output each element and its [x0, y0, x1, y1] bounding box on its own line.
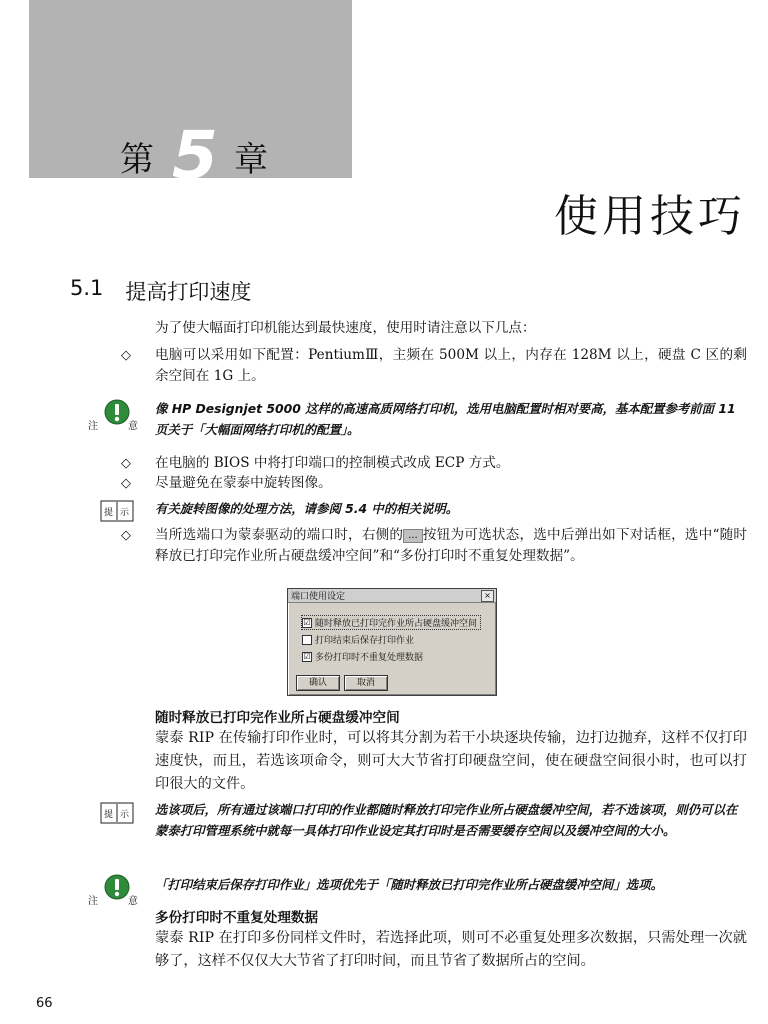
option-save-after-print[interactable]: 打印结束后保存打印作业	[302, 633, 414, 646]
close-icon[interactable]: ×	[481, 590, 494, 602]
svg-text:示: 示	[120, 810, 130, 820]
option-release-buffer[interactable]: ☑ 随时释放已打印完作业所占硬盘缓冲空间	[302, 616, 480, 629]
tip-text: 选该项后，所有通过该端口打印的作业都随时释放打印完作业所占硬盘缓冲空间，若不选该项，则仍可以在蒙泰打印管理系统中就每一具体打印作业设定其打印时是否需要缓存空间以及缓冲空间的大小。	[155, 802, 738, 838]
diamond-bullet-icon: ◇	[121, 348, 131, 363]
svg-text:示: 示	[120, 508, 130, 518]
svg-text:注: 注	[88, 896, 98, 907]
note-text: 像 HP Designjet 5000 这样的高速高质网络打印机，选用电脑配置时相对要高，基本配置参考前面 11 页关于「大幅面网络打印机的配置」。	[155, 401, 736, 437]
dialog-title: 端口使用设定	[291, 592, 346, 602]
list-item: ◇ 电脑可以采用如下配置：PentiumⅢ，主频在 500M 以上，内存在 128M 以上，硬盘 C 区的剩余空间在 1G 上。	[121, 345, 747, 387]
subheading-release-buffer: 随时释放已打印完作业所占硬盘缓冲空间	[155, 710, 400, 726]
section-number: 5.1	[70, 276, 104, 300]
warning-icon	[88, 399, 140, 435]
option-no-reprocess[interactable]: ☑ 多份打印时不重复处理数据	[303, 651, 424, 663]
page-number: 66	[36, 996, 53, 1011]
chapter-title: 使用技巧	[554, 191, 746, 242]
intro-paragraph: 为了使大幅面打印机能达到最快速度，使用时请注意以下几点：	[155, 320, 536, 336]
note-text: 「打印结束后保存打印作业」选项优先于「随时释放已打印完作业所占硬盘缓冲空间」选项。	[155, 877, 664, 892]
svg-text:意: 意	[128, 421, 138, 432]
chapter-label	[120, 117, 268, 194]
list-item: ◇ 当所选端口为蒙泰驱动的端口时，右侧的 ... 按钮为可选状态，选中后弹出如下对话框，选中“随时释放已打印完作业所占硬盘缓冲空间”和“多份打印时不重复处理数据”。	[121, 525, 747, 567]
section-title: 提高打印速度	[125, 280, 252, 304]
list-item: ◇ 在电脑的 BIOS 中将打印端口的控制模式改成 ECP 方式。	[121, 453, 747, 474]
chapter-prefix: 第	[120, 139, 154, 180]
checkbox-checked-icon[interactable]: ☑	[303, 617, 311, 627]
tip-book-icon	[100, 802, 134, 824]
subheading-no-reprocess: 多份打印时不重复处理数据	[155, 910, 319, 926]
list-item: ◇ 尽量避免在蒙泰中旋转图像。	[121, 473, 747, 494]
cancel-button[interactable]: 取消	[344, 675, 388, 691]
svg-text:注: 注	[88, 421, 98, 432]
chapter-suffix: 章	[233, 139, 268, 180]
checkbox-checked-icon[interactable]: ☑	[303, 651, 311, 661]
section-heading	[70, 276, 251, 306]
body-paragraph: 蒙泰 RIP 在打印多份同样文件时，若选择此项，则可不必重复处理多次数据，只需处理一次就够了，这样不仅仅大大节省了打印时间，而且节省了数据所占的空间。	[155, 930, 747, 969]
svg-text:提: 提	[104, 508, 114, 518]
tip-book-icon	[100, 500, 134, 522]
warning-icon	[88, 874, 140, 910]
port-settings-dialog	[287, 588, 497, 696]
tip-text: 有关旋转图像的处理方法，请参阅 5.4 中的相关说明。	[155, 501, 459, 516]
diamond-bullet-icon: ◇	[121, 528, 131, 543]
chapter-number: 5	[172, 117, 216, 194]
diamond-bullet-icon: ◇	[121, 476, 131, 491]
diamond-bullet-icon: ◇	[121, 456, 131, 471]
svg-text:提: 提	[104, 810, 114, 820]
checkbox-unchecked-icon[interactable]	[302, 635, 312, 645]
ellipsis-button: ...	[403, 529, 423, 543]
dialog-titlebar	[288, 589, 496, 603]
svg-text:意: 意	[128, 896, 138, 907]
body-paragraph: 蒙泰 RIP 在传输打印作业时，可以将其分割为若干小块逐块传输，边打边抛弃，这样不仅打印速度快，而且，若选该项命令，则可大大节省打印硬盘空间，使在硬盘空间很小时，也可以打印很大的文件。	[155, 730, 747, 792]
ok-button[interactable]: 确认	[296, 675, 340, 691]
